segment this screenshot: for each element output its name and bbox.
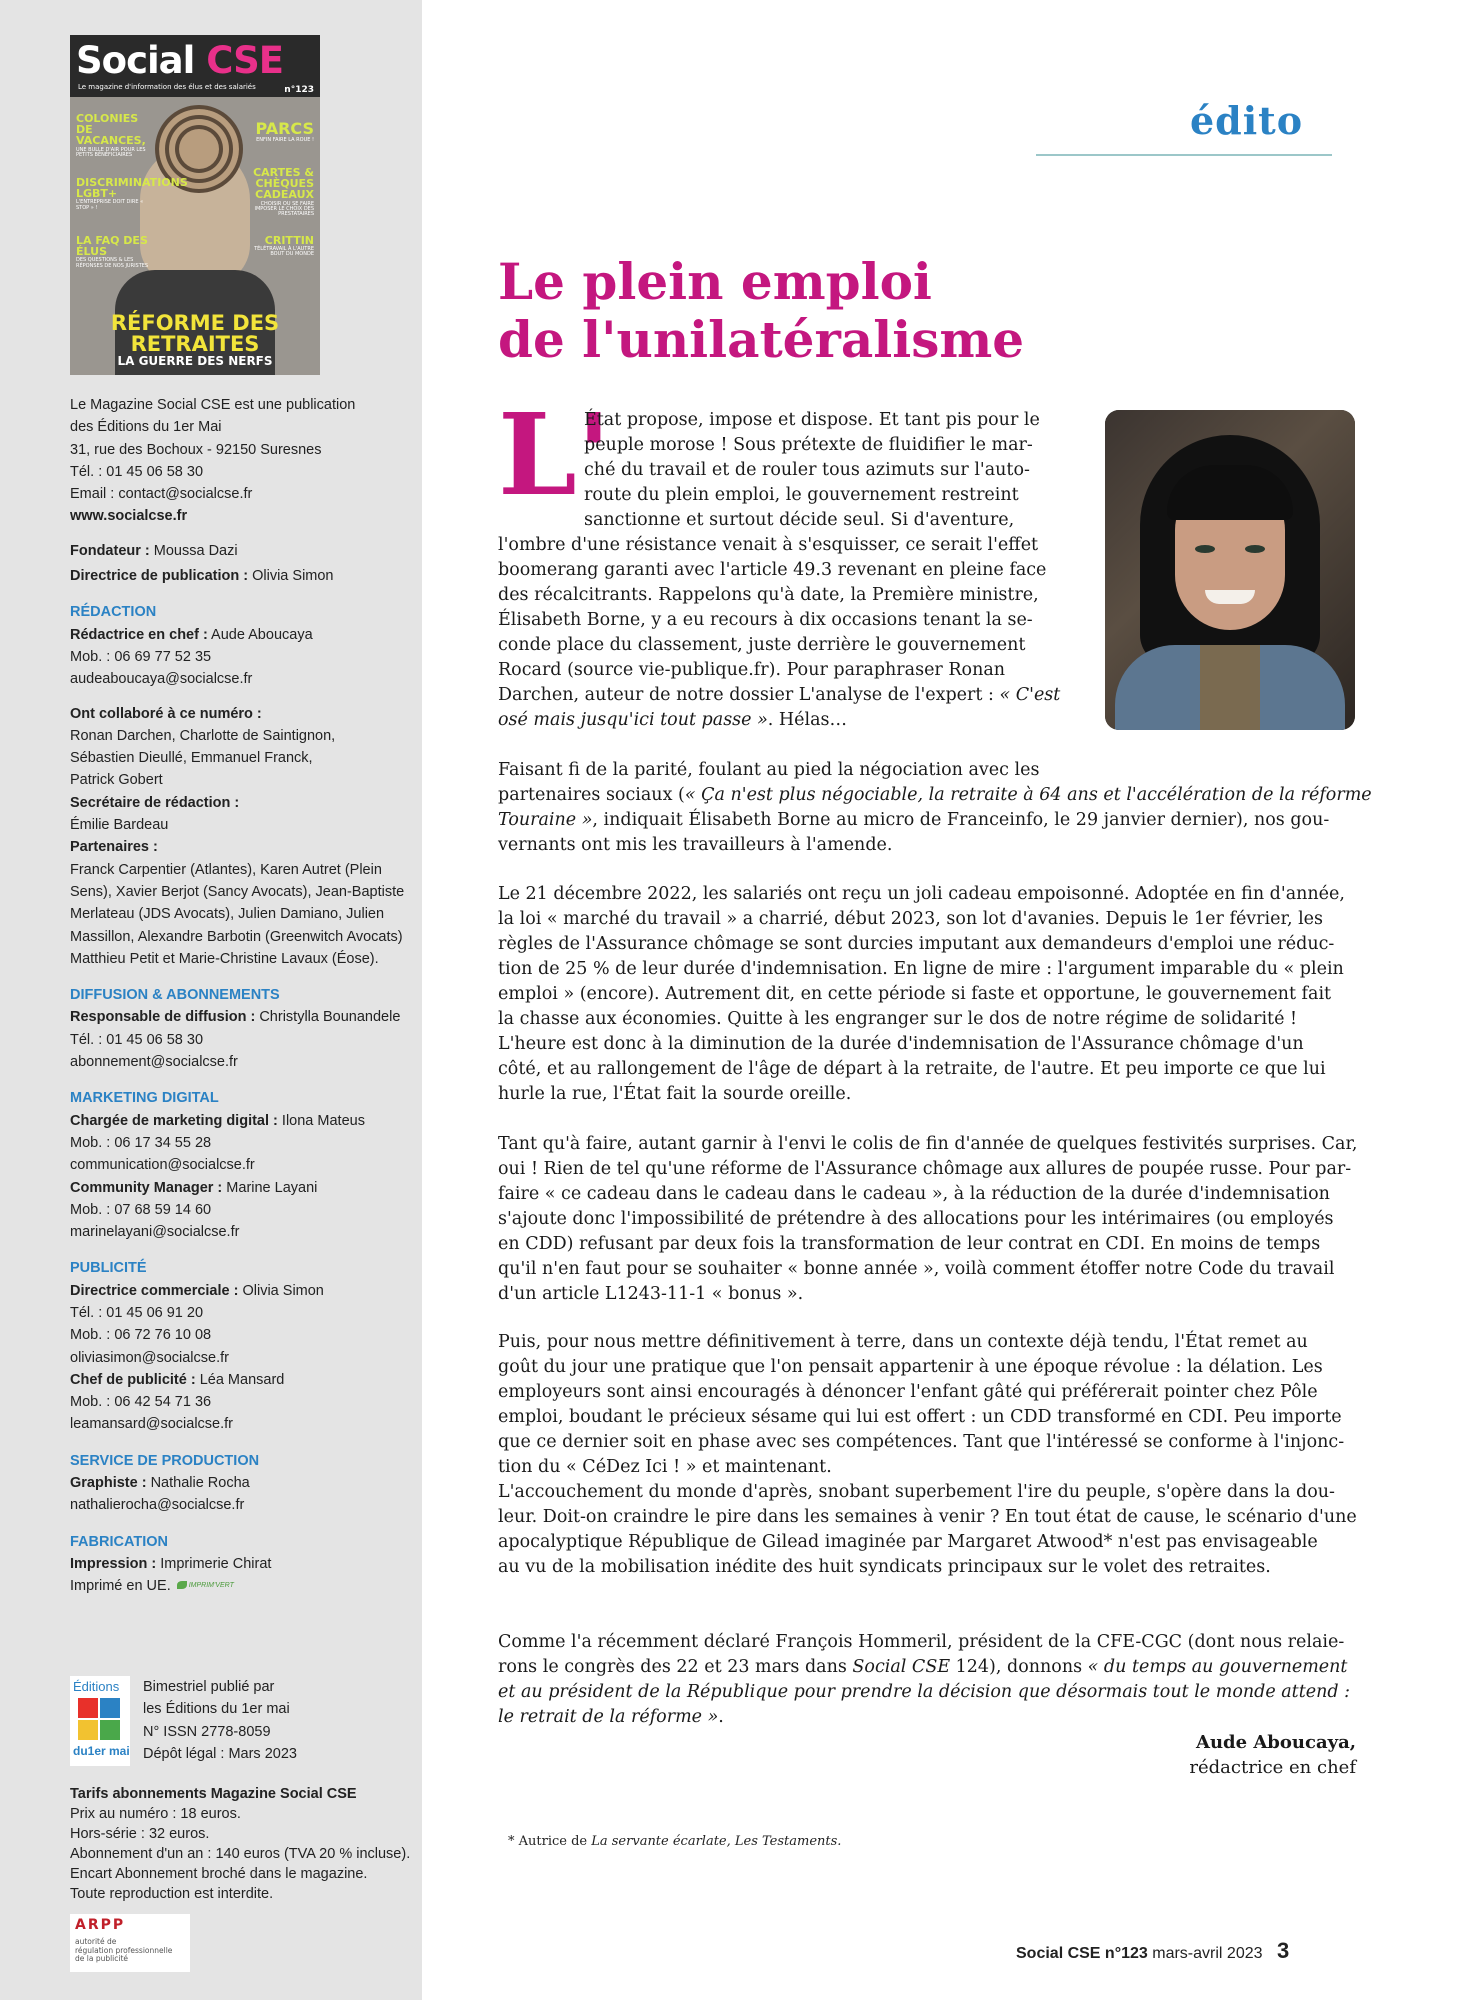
cover-teaser: CARTES & CHÈQUES CADEAUX CHOISIR OU SE FAIRE IMPOSER LE CHOIX DES PRESTATAIRES — [253, 166, 314, 217]
email-link[interactable]: oliviasimon@socialcse.fr — [70, 1349, 229, 1366]
credits-line: Email : contact@socialcse.fr — [70, 486, 253, 503]
cover-teaser: LA FAQ DES ÉLUS DES QUESTIONS & LES RÉPONSES DE NOS JURISTES — [76, 234, 149, 269]
footnote: * Autrice de La servante écarlate, Les Testaments. — [508, 1834, 842, 1849]
cover-headline: RÉFORME DES RETRAITES — [110, 311, 280, 356]
section-heading: DIFFUSION & ABONNEMENTS — [70, 987, 280, 1004]
email-link[interactable]: audeaboucaya@socialcse.fr — [70, 671, 253, 688]
article-paragraph: Tant qu'à faire, autant garnir à l'envi le colis de fin d'année de quelques festivités surprises. Car, oui ! Rien de tel qu'une réforme de l'Assurance chômage aux allures de poupée russe. Pour par- faire « ce cadeau dans le cadeau dans le cadeau », à la réduction de la durée d'indemnisation s'ajoute donc l'impossibilité de prétendre à des allocations pour les intérimaires (ou employés en CDD) refusant par deux fois la transformation de leur contrat en CDI. En moins de temps qu'il n'en faut pour se souhaiter « bonne année », voilà comment étoffer notre Code du travail d'un article L1243-11-1 « bonus ». — [498, 1134, 1358, 1304]
article-paragraph: l'ombre d'une résistance venait à s'esquisser, ce serait l'effet boomerang garanti avec l'article 49.3 revenant en pleine face des récalcitrants. Rappelons qu'à date, la Première ministre, Élisabeth Borne, y a eu recours à dix occasions tenant la se- conde place du classement, juste derrière le gouvernement Rocard (source vie-publique.fr). Pour paraphraser Ronan Darchen, auteur de notre dossier L'analyse de l'expert : « C'est osé mais jusqu'ici tout passe ». Hélas… — [498, 535, 1061, 730]
cover-teaser: CRITTIN TÉLÉTRAVAIL À L'AUTRE BOUT DU MONDE — [254, 234, 314, 258]
cover-teaser: COLONIES DE VACANCES, UNE BULLE D'AIR POUR LES PETITS BÉNÉFICIAIRES — [76, 112, 146, 158]
publication-info: Bimestriel publié par les Éditions du 1er mai N° ISSN 2778-8059 Dépôt légal : Mars 2023 — [143, 1679, 297, 1762]
imprimvert-logo: IMPRIM'VERT — [177, 1575, 234, 1597]
section-label: édito — [1190, 98, 1304, 143]
section-rule — [1036, 154, 1332, 156]
cover-strapline: Le magazine d'information des élus et des salariés — [78, 83, 256, 91]
footer-date: mars-avril 2023 — [1152, 1945, 1263, 1962]
cover-teaser: DISCRIMINATIONS LGBT+ L'ENTREPRISE DOIT DIRE « STOP » ! — [76, 176, 188, 211]
email-link[interactable]: communication@socialcse.fr — [70, 1157, 255, 1174]
article-paragraph: Puis, pour nous mettre définitivement à terre, dans un contexte déjà tendu, l'État remet au goût du jour une pratique que l'on pensait appartenir à une époque révolue : la délation. Les employeurs sont ainsi encouragés à dénoncer l'enfant gâté qui préférerait pointer chez Pôle emploi, boudant le précieux sésame qui lui est offert : un CDD transformé en CDI. Peu importe que ce dernier soit en phase avec ses compétences. Tant que l'intéressé se conforme à l'injonc- tion du « CéDez Ici ! » et maintenant. L'accouchement du monde d'après, snobant superbement l'ire du peuple, s'opère dans la dou- leur. Doit-on craindre le pire dans les semaines à venir ? En tout état de cause, le scénario d'une apocalyptique République de Gilead imaginée par Margaret Atwood* n'est pas envisageable au vu de la mobilisation inédite des huit syndicats principaux sur le volet des retraites. — [498, 1332, 1357, 1577]
editions-logo: Éditions du1er mai — [70, 1676, 130, 1766]
magazine-cover[interactable] — [70, 35, 320, 375]
cover-teaser: PARCS ENFIN FAIRE LA ROUE ! — [255, 119, 314, 144]
article-paragraph: Le 21 décembre 2022, les salariés ont reçu un joli cadeau empoisonné. Adoptée en fin d'année, la loi « marché du travail » a charrié, début 2023, son lot d'avanies. Depuis le 1er février, les règles de l'Assurance chômage se sont durcies imputant aux demandeurs d'emploi une réduc- tion de 25 % de leur durée d'indemnisation. En ligne de mire : l'argument imparable du « plein emploi » (encore). Autrement dit, en cette période si faste et opportune, le gouvernement fait la chasse aux économies. Quitte à les engranger sur le dos de notre régime de solidarité ! L'heure est donc à la diminution de la durée d'indemnisation de l'Assurance chômage d'un côté, et au rallongement de l'âge de départ à la retraite, de l'autre. Et peu importe ce que lui hurle la rue, l'État fait la sourde oreille. — [498, 884, 1345, 1104]
cover-logo: Social CSE — [76, 39, 283, 82]
author-signature — [1189, 1730, 1356, 1780]
section-heading: PUBLICITÉ — [70, 1260, 147, 1277]
author-photo — [1105, 410, 1355, 730]
masthead-sidebar — [0, 0, 422, 2000]
section-heading: RÉDACTION — [70, 604, 157, 621]
page-footer — [1016, 1938, 1289, 1964]
author-role: rédactrice en chef — [1189, 1757, 1356, 1778]
credits-line: Tél. : 01 45 06 58 30 — [70, 463, 204, 480]
author-name: Aude Aboucaya, — [1195, 1732, 1356, 1753]
cover-subheadline: LA GUERRE DES NERFS — [117, 354, 273, 368]
arpp-logo: ARPP autorité de régulation professionnelle de la publicité — [70, 1914, 190, 1972]
footer-magazine: Social CSE n°123 — [1016, 1945, 1148, 1962]
email-link[interactable]: leamansard@socialcse.fr — [70, 1416, 234, 1433]
credits-line: des Éditions du 1er Mai — [70, 419, 222, 436]
credits-line: Le Magazine Social CSE est une publication — [70, 397, 356, 413]
email-link[interactable]: abonnement@socialcse.fr — [70, 1054, 238, 1071]
email-link[interactable]: nathalierocha@socialcse.fr — [70, 1497, 245, 1514]
website-link[interactable]: www.socialcse.fr — [70, 508, 188, 525]
email-link[interactable]: marinelayani@socialcse.fr — [70, 1224, 240, 1241]
section-heading: MARKETING DIGITAL — [70, 1090, 219, 1107]
drop-cap: L' — [498, 390, 612, 521]
section-heading: FABRICATION — [70, 1533, 169, 1550]
article-paragraph: État propose, impose et dispose. Et tant pis pour le peuple morose ! Sous prétexte de fluidifier le mar- ché du travail et de rouler tous azimuts sur l'auto- route du plein emploi, le gouvernement restreint sanctionne et surtout décide seul. Si d'aventure, — [584, 410, 1040, 530]
credits-line: 31, rue des Bochoux - 92150 Suresnes — [70, 441, 322, 458]
subscription-rates: Tarifs abonnements Magazine Social CSE Prix au numéro : 18 euros. Hors-série : 32 euros. Abonnement d'un an : 140 euros (TVA 20 % incluse). Encart Abonnement broché dans le magazine. Toute reproduction est interdite. — [70, 1786, 411, 1902]
section-heading: SERVICE DE PRODUCTION — [70, 1452, 260, 1469]
article-paragraph: Comme l'a récemment déclaré François Hommeril, président de la CFE-CGC (dont nous relaie- rons le congrès des 22 et 23 mars dans Social CSE 124), donnons « du temps au gouvernement et au président de la République pour prendre la décision que désormais tout le monde attend : le retrait de la réforme ». — [498, 1632, 1351, 1727]
article-paragraph: Faisant fi de la parité, foulant au pied la négociation avec les partenaires sociaux (« Ça n'est plus négociable, la retraite à 64 ans et l'accélération de la réforme Touraine », indiquait Élisabeth Borne au micro de Franceinfo, le 29 janvier dernier), nos gou- vernants ont mis les travailleurs à l'amende. — [498, 760, 1372, 855]
masthead-credits: Le Magazine Social CSE est une publication des Éditions du 1er Mai 31, rue des Bochoux - 92150 Suresnes Tél. : 01 45 06 58 30 Email : contact@socialcse.fr www.socialcse.fr Fondateur : Moussa Dazi Directrice de publication : Olivia Simon RÉDACTION Rédactrice en chef : Aude Aboucaya Mob. : 06 69 77 52 35 audeaboucaya@socialcse.fr Ont collaboré à ce numéro : Ronan Darchen, Charlotte de Saintignon, Sébastien Dieullé, Emmanuel Franck, Patrick Gobert Secrétaire de rédaction : Émilie Bardeau Partenaires : Franck Carpentier (Atlantes), Karen Autret (Plein Sens), Xavier Berjot (Sancy Avocats), Jean-Baptiste Merlateau (JDS Avocats), Julien Damiano, Julien Massillon, Alexandre Barbotin (Greenwitch Avocats) Matthieu Petit et Marie-Christine Lavaux (Éose). DIFFUSION & ABONNEMENTS Responsable de diffusion : Christylla Bounandele Tél. : 01 45 06 58 30 abonnement@socialcse.fr MARKETING DIGITAL Chargée de marketing digital : Ilona Mateus Mob. : 06 17 34 55 28 communication@socialcse.fr Community Manager : Marine Layani Mob. : 07 68 59 14 60 marinelayani@socialcse.fr PUBLICITÉ Directrice commerciale : Olivia Simon Tél. : 01 45 06 91 20 Mob. : 06 72 76 10 08 oliviasimon@socialcse.fr Chef de publicité : Léa Mansard Mob. : 06 42 54 71 36 leamansard@socialcse.fr SERVICE DE PRODUCTION Graphiste : Nathalie Rocha nathalierocha@socialcse.fr FABRICATION Impression : Imprimerie Chirat Imprimé en UE. IMPRIM'VERT — [70, 394, 415, 1598]
page-number: 3 — [1276, 1938, 1290, 1963]
article-title: Le plein emploi de l'unilatéralisme — [498, 252, 1025, 369]
cover-issue-number: n°123 — [284, 85, 314, 95]
